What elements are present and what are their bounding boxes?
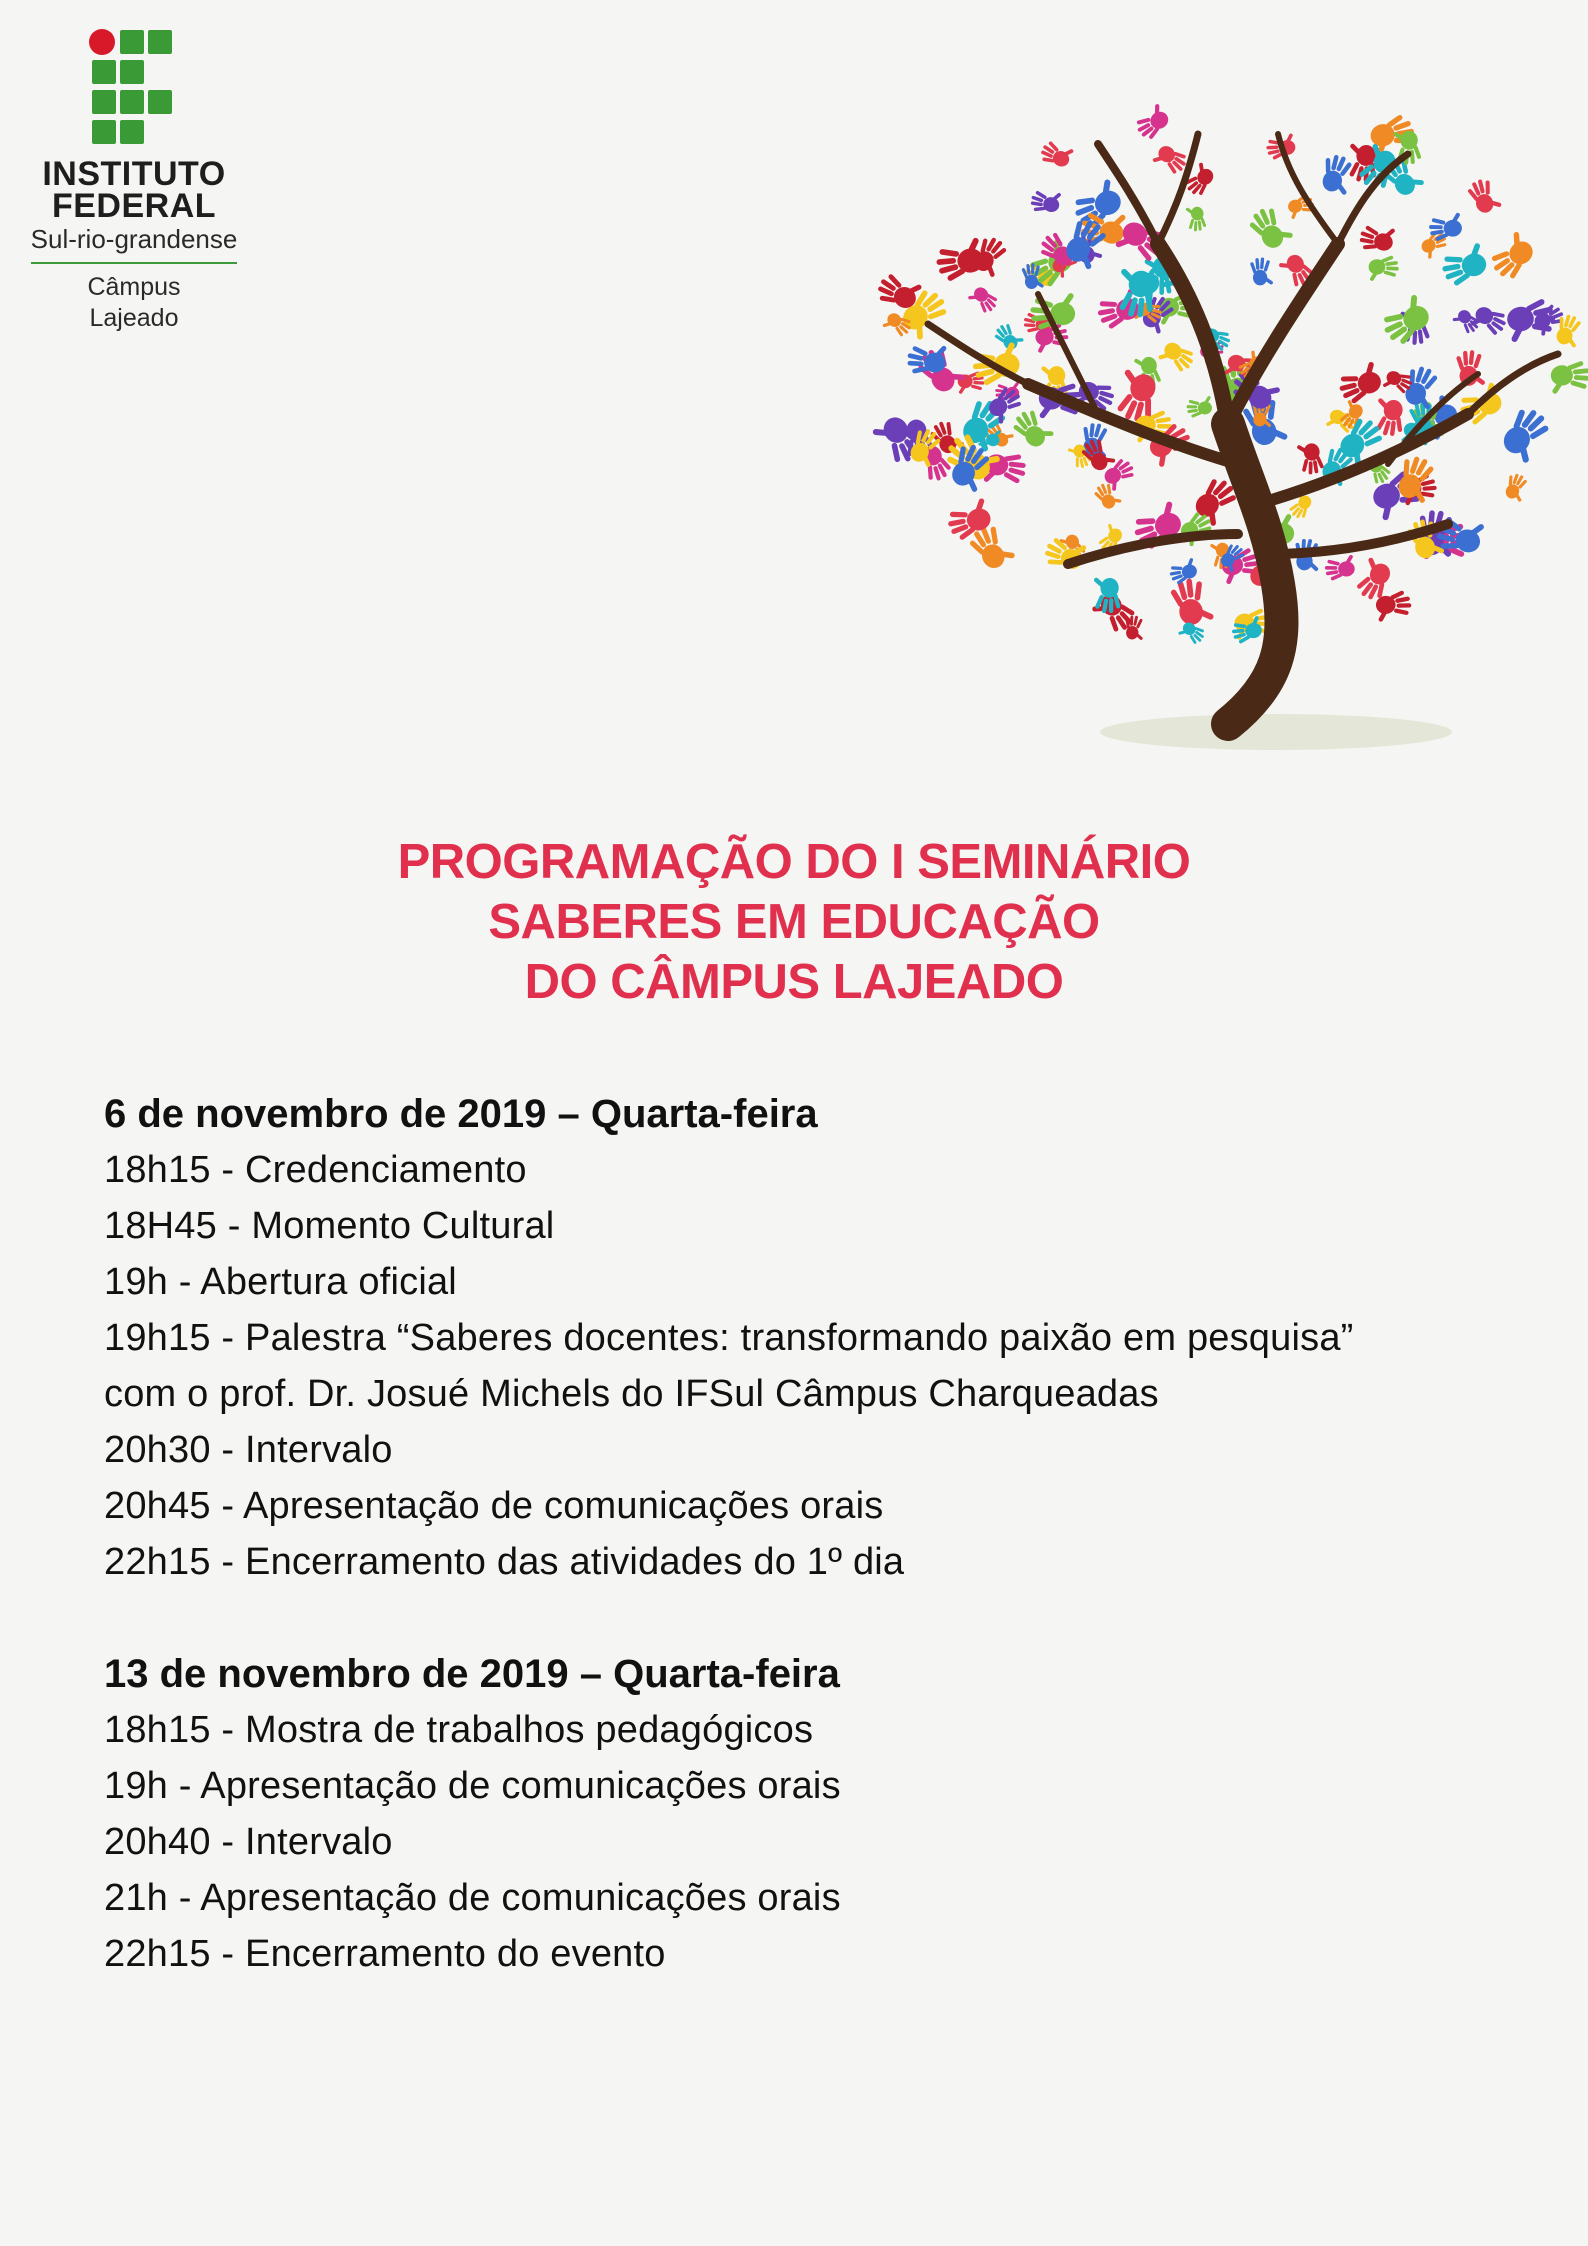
hand-icon	[1469, 301, 1511, 341]
schedule-item: 19h - Apresentação de comunicações orais	[104, 1765, 841, 1807]
logo-campus-line2: Lajeado	[89, 304, 179, 332]
logo-divider	[31, 262, 237, 264]
hand-icon	[1250, 257, 1274, 285]
hand-icon	[1028, 186, 1062, 217]
day-heading: 13 de novembro de 2019 – Quarta-feira	[104, 1652, 840, 1696]
schedule-item: 18H45 - Momento Cultural	[104, 1205, 555, 1247]
hand-icon	[1131, 102, 1174, 143]
hand-icon	[1040, 531, 1088, 576]
hand-icon	[1376, 292, 1436, 350]
hand-icon	[1092, 479, 1123, 512]
schedule-item: 18h15 - Mostra de trabalhos pedagógicos	[104, 1709, 814, 1751]
schedule-item: 22h15 - Encerramento do evento	[104, 1933, 666, 1975]
hand-icon	[966, 283, 1001, 318]
schedule-day-2	[104, 1646, 1554, 1982]
hand-icon	[1037, 136, 1075, 173]
logo-name-line2: FEDERAL	[51, 187, 217, 225]
schedule-item: 18h15 - Credenciamento	[104, 1149, 527, 1191]
hand-icon	[1368, 255, 1399, 282]
hand-icon	[1324, 554, 1355, 581]
hand-icon	[1185, 207, 1206, 232]
title-line1: PROGRAMAÇÃO DO I SEMINÁRIO	[397, 835, 1191, 889]
logo-name-line1: INSTITUTO	[42, 155, 226, 193]
hand-icon	[1357, 220, 1397, 256]
schedule-item: 19h15 - Palestra “Saberes docentes: transformando paixão em pesquisa”	[104, 1317, 1354, 1359]
schedule-item: 20h45 - Apresentação de comunicações orais	[104, 1485, 884, 1527]
hand-icon	[1438, 241, 1490, 289]
section-gap	[104, 1590, 1554, 1646]
hand-icon	[1501, 470, 1532, 503]
hand-icon	[1168, 575, 1215, 628]
hand-icon	[1465, 175, 1503, 216]
schedule-item: 19h - Abertura oficial	[104, 1261, 457, 1303]
if-logo-icon	[88, 28, 198, 148]
hand-icon	[1296, 443, 1325, 476]
schedule	[104, 1086, 1554, 1982]
title-line3: DO CÂMPUS LAJEADO	[524, 955, 1064, 1009]
hand-icon	[1494, 401, 1558, 466]
hand-icon	[1245, 201, 1295, 254]
day-heading: 6 de novembro de 2019 – Quarta-feira	[104, 1092, 818, 1136]
logo-subtitle: Sul-rio-grandense	[30, 224, 238, 254]
schedule-day-1	[104, 1086, 1554, 1590]
hand-icon	[1167, 557, 1199, 586]
hand-icon	[1334, 360, 1385, 407]
hand-icon	[1370, 396, 1408, 438]
schedule-item: com o prof. Dr. Josué Michels do IFSul Câmpus Charqueadas	[104, 1373, 1159, 1415]
hand-tree-icon	[868, 84, 1588, 774]
schedule-item: 22h15 - Encerramento das atividades do 1º dia	[104, 1541, 905, 1583]
logo-campus-line1: Câmpus	[87, 273, 181, 301]
hand-icon	[1186, 395, 1213, 418]
schedule-item: 20h40 - Intervalo	[104, 1821, 393, 1863]
page-title	[0, 832, 1588, 1012]
schedule-item: 20h30 - Intervalo	[104, 1429, 393, 1471]
schedule-item: 21h - Apresentação de comunicações orais	[104, 1877, 841, 1919]
hand-icon	[1484, 229, 1541, 285]
title-line2: SABERES EM EDUCAÇÃO	[488, 895, 1100, 949]
hand-icon	[933, 236, 986, 284]
hand-icon	[1551, 360, 1588, 394]
hand-icon	[1156, 336, 1198, 377]
